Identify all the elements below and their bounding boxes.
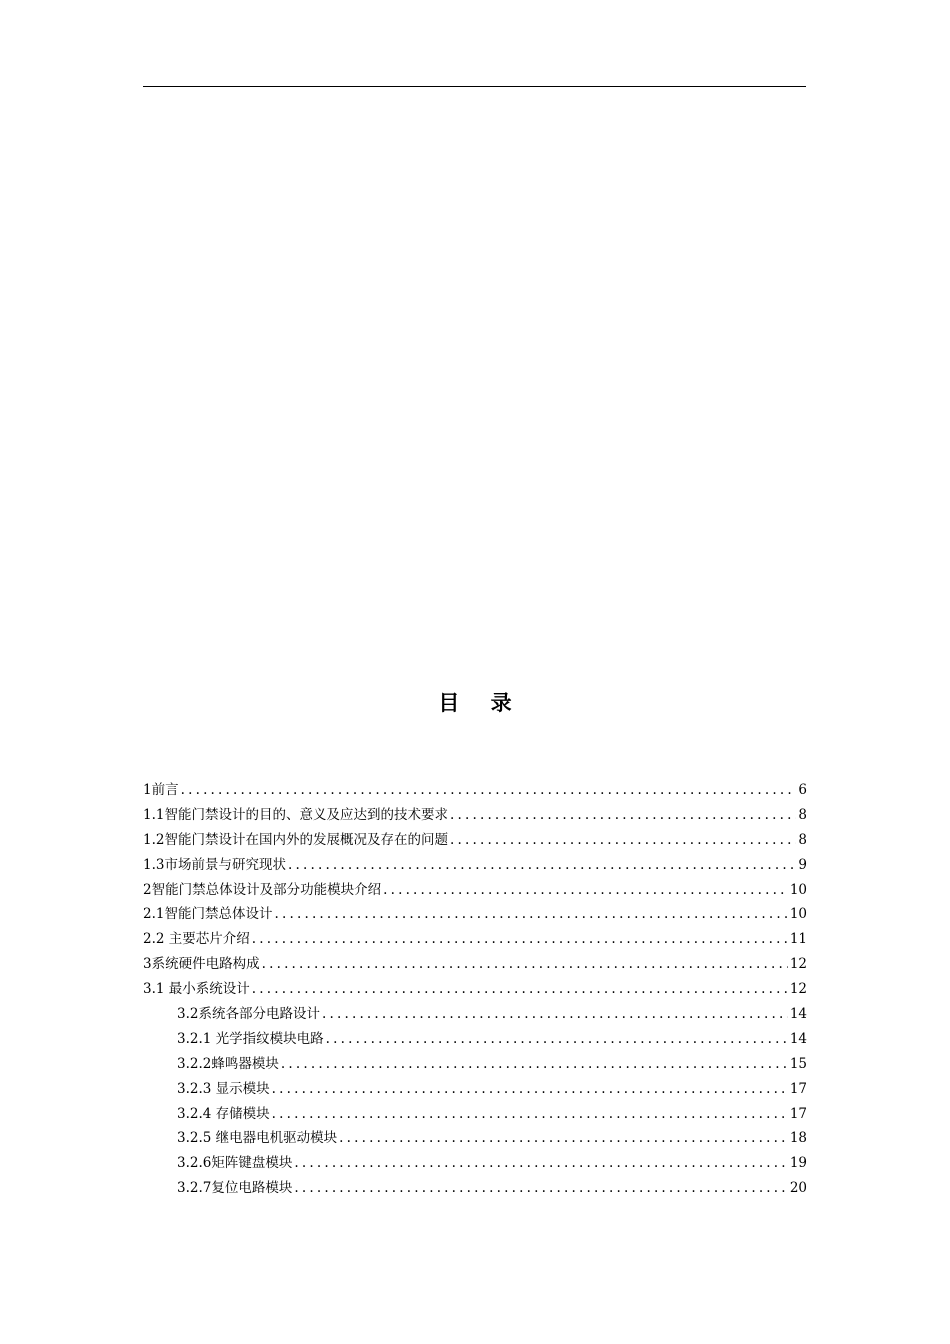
toc-entry-text: 3.2.2蜂鸣器模块	[177, 1055, 279, 1072]
toc-entry[interactable]	[143, 1126, 807, 1151]
toc-entry-text: 1.3市场前景与研究现状	[143, 856, 286, 873]
toc-entry[interactable]	[143, 828, 807, 853]
toc-leader-dots	[252, 927, 788, 952]
toc-entry-text: 3.2.3 显示模块	[177, 1080, 270, 1097]
toc-entry-text: 2智能门禁总体设计及部分功能模块介绍	[143, 881, 382, 898]
toc-entry-text: 1.2智能门禁设计在国内外的发展概况及存在的问题	[143, 831, 448, 848]
toc-entry-text: 3.2系统各部分电路设计	[177, 1006, 320, 1023]
toc-leader-dots	[322, 1002, 788, 1027]
toc-entry[interactable]	[143, 803, 807, 828]
toc-entry[interactable]	[143, 977, 807, 1002]
toc-entry[interactable]	[143, 1102, 807, 1127]
toc-list	[143, 778, 807, 1201]
toc-title: 目 录	[438, 691, 524, 715]
toc-entry[interactable]	[143, 902, 807, 927]
toc-entry-page: 17	[789, 1080, 807, 1097]
toc-entry-page: 18	[789, 1130, 807, 1147]
toc-entry-text: 3系统硬件电路构成	[143, 956, 260, 973]
toc-leader-dots	[181, 778, 797, 803]
toc-leader-dots	[450, 803, 796, 828]
toc-leader-dots	[288, 853, 796, 878]
toc-leader-dots	[339, 1126, 788, 1151]
toc-entry-text: 3.2.7复位电路模块	[177, 1180, 293, 1197]
toc-entry-text: 3.2.6矩阵键盘模块	[177, 1155, 293, 1172]
toc-entry-page: 17	[789, 1105, 807, 1122]
toc-leader-dots	[274, 902, 787, 927]
toc-entry[interactable]	[143, 1077, 807, 1102]
toc-entry-page: 6	[798, 782, 807, 798]
toc-entry-page: 8	[798, 831, 807, 848]
toc-entry[interactable]	[143, 1052, 807, 1077]
toc-entry[interactable]	[143, 1151, 807, 1176]
toc-leader-dots	[383, 878, 788, 903]
toc-entry-text: 3.1 最小系统设计	[143, 981, 250, 998]
toc-entry-page: 12	[789, 981, 807, 998]
toc-entry-text: 2.2 主要芯片介绍	[143, 931, 250, 948]
toc-leader-dots	[262, 952, 788, 977]
toc-entry-page: 19	[789, 1155, 807, 1172]
toc-entry-text: 1.1智能门禁设计的目的、意义及应达到的技术要求	[143, 806, 448, 823]
toc-entry-text: 3.2.4 存储模块	[177, 1105, 270, 1122]
toc-entry[interactable]	[143, 1176, 807, 1201]
toc-entry-page: 15	[789, 1055, 807, 1072]
toc-entry[interactable]	[143, 952, 807, 977]
toc-entry[interactable]	[143, 853, 807, 878]
toc-entry-page: 11	[789, 931, 807, 948]
toc-entry-text: 1前言	[143, 782, 179, 798]
toc-leader-dots	[326, 1027, 788, 1052]
toc-leader-dots	[450, 828, 796, 853]
toc-entry-page: 10	[789, 881, 807, 898]
toc-entry-page: 14	[789, 1030, 807, 1047]
toc-entry[interactable]	[143, 927, 807, 952]
toc-entry-text: 3.2.5 继电器电机驱动模块	[177, 1130, 338, 1147]
header-rule	[143, 86, 806, 87]
toc-leader-dots	[252, 977, 788, 1002]
toc-entry-page: 10	[789, 906, 807, 923]
toc-leader-dots	[281, 1052, 788, 1077]
toc-entry[interactable]	[143, 878, 807, 903]
toc-entry[interactable]	[143, 1002, 807, 1027]
toc-entry-page: 12	[789, 956, 807, 973]
toc-leader-dots	[272, 1102, 788, 1127]
toc-entry-page: 20	[789, 1180, 807, 1197]
toc-entry[interactable]	[143, 1027, 807, 1052]
toc-entry-page: 9	[798, 856, 807, 873]
toc-entry-text: 2.1智能门禁总体设计	[143, 906, 273, 923]
toc-entry[interactable]	[143, 778, 807, 803]
toc-leader-dots	[294, 1151, 787, 1176]
toc-leader-dots	[272, 1077, 788, 1102]
toc-entry-page: 8	[798, 806, 807, 823]
toc-entry-page: 14	[789, 1006, 807, 1023]
toc-leader-dots	[294, 1176, 787, 1201]
toc-entry-text: 3.2.1 光学指纹模块电路	[177, 1030, 324, 1047]
